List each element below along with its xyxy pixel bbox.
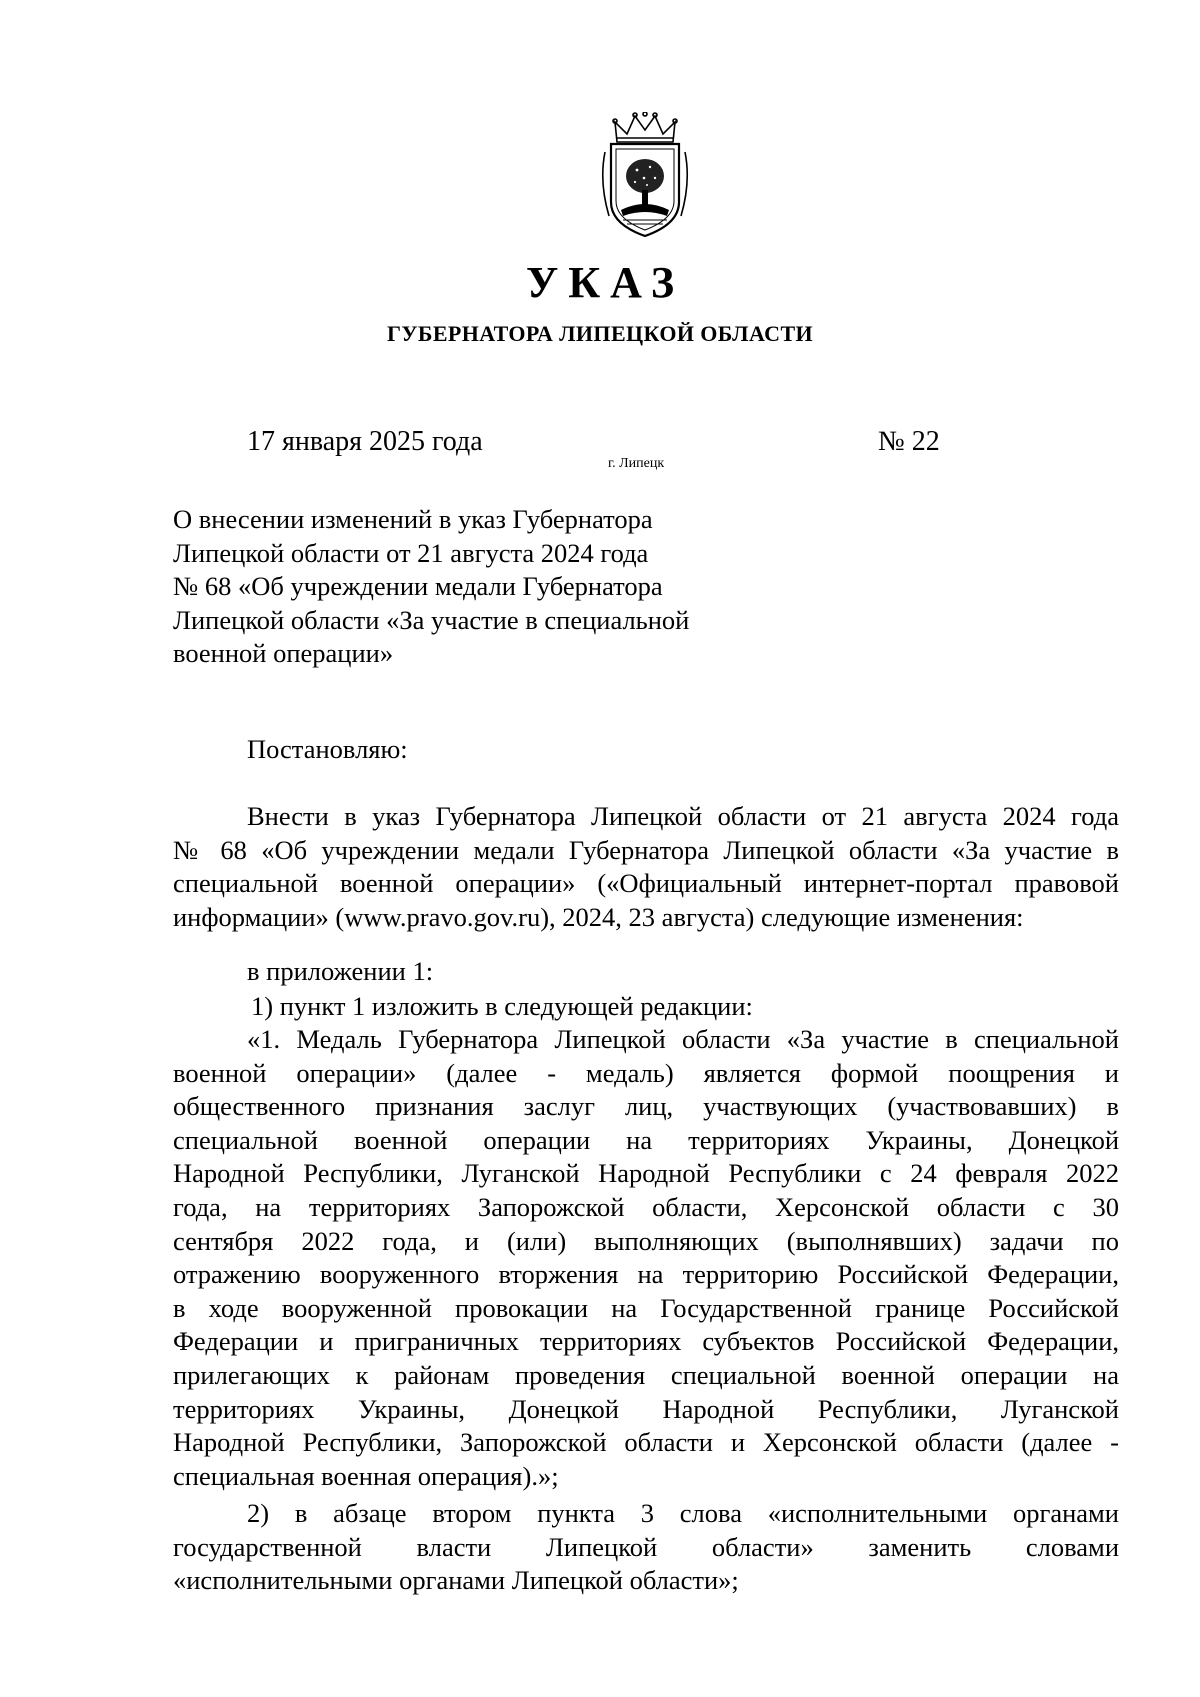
item-1-line: «1. Медаль Губернатора Липецкой области «За участие в специальной xyxy=(247,1024,1119,1054)
document-date: 17 января 2025 года xyxy=(247,426,483,457)
subject-line: О внесении изменений в указ Губернатора xyxy=(173,504,653,534)
document-title: УКАЗ xyxy=(525,258,685,307)
subject-line: Липецкой области от 21 августа 2024 года xyxy=(173,537,649,568)
item-2-line: государственной власти Липецкой области» заменить словами xyxy=(173,1531,1119,1562)
subject-line: Липецкой области «За участие в специальной xyxy=(173,604,690,635)
item-2-line: «исполнительными органами Липецкой области»; xyxy=(173,1565,739,1596)
item-1-line: прилегающих к районам проведения специальной военной операции на xyxy=(173,1359,1119,1390)
subject-line: военной операции» xyxy=(173,638,394,669)
decree-word: Постановляю: xyxy=(247,734,408,764)
item-2-text xyxy=(173,1497,1119,1598)
item-1-label xyxy=(173,990,1119,1024)
coat-of-arms-icon xyxy=(595,112,695,240)
document-number: № 22 xyxy=(878,426,940,457)
item-1-line: отражению вооруженного вторжения на территорию Российской Федерации, xyxy=(173,1259,1119,1290)
intro-line: Внести в указ Губернатора Липецкой области от 21 августа 2024 года xyxy=(247,801,1119,831)
item-1-line: Народной Республики, Луганской Народной Республики с 24 февраля 2022 xyxy=(173,1158,1119,1189)
item-1-line: сентября 2022 года, и (или) выполняющих (выполнявших) задачи по xyxy=(173,1225,1119,1256)
item-1-line: в ходе вооруженной провокации на Государственной границе Российской xyxy=(173,1292,1119,1323)
document-subtitle: ГУБЕРНАТОРА ЛИПЕЦКОЙ ОБЛАСТИ xyxy=(386,321,814,346)
item-1-line: Федерации и приграничных территориях субъектов Российской Федерации, xyxy=(173,1326,1119,1357)
item-1-line: общественного признания заслуг лиц, участвующих (участвовавших) в xyxy=(173,1091,1119,1122)
item-1-line: специальной военной операции на территориях Украины, Донецкой xyxy=(173,1124,1119,1155)
item-1-text xyxy=(173,1023,1119,1493)
item-1-label-text: 1) пункт 1 изложить в следующей редакции: xyxy=(251,991,753,1021)
item-1-line: специальная военная операция).»; xyxy=(173,1460,559,1491)
intro-line: информации» (www.pravo.gov.ru), 2024, 23 августа) следующие изменения: xyxy=(173,901,1024,932)
item-2-line: 2) в абзаце втором пункта 3 слова «исполнительными органами xyxy=(247,1498,1119,1528)
appendix-label-text: в приложении 1: xyxy=(247,956,434,986)
intro-line: специальной военной операции» («Официальный интернет-портал правовой xyxy=(173,868,1119,899)
subject-line: № 68 «Об учреждении медали Губернатора xyxy=(173,571,663,602)
item-1-line: года, на территориях Запорожской области, Херсонской области с 30 xyxy=(173,1191,1119,1222)
item-1-line: военной операции» (далее - медаль) является формой поощрения и xyxy=(173,1057,1119,1088)
item-1-line: территориях Украины, Донецкой Народной Республики, Луганской xyxy=(173,1393,1119,1424)
appendix-label xyxy=(173,955,1119,989)
intro-paragraph xyxy=(173,800,1119,934)
document-subject xyxy=(173,503,733,671)
intro-line: № 68 «Об учреждении медали Губернатора Липецкой области «За участие в xyxy=(173,834,1119,865)
document-city: г. Липецк xyxy=(608,456,665,471)
item-1-line: Народной Республики, Запорожской области и Херсонской области (далее - xyxy=(173,1427,1119,1458)
